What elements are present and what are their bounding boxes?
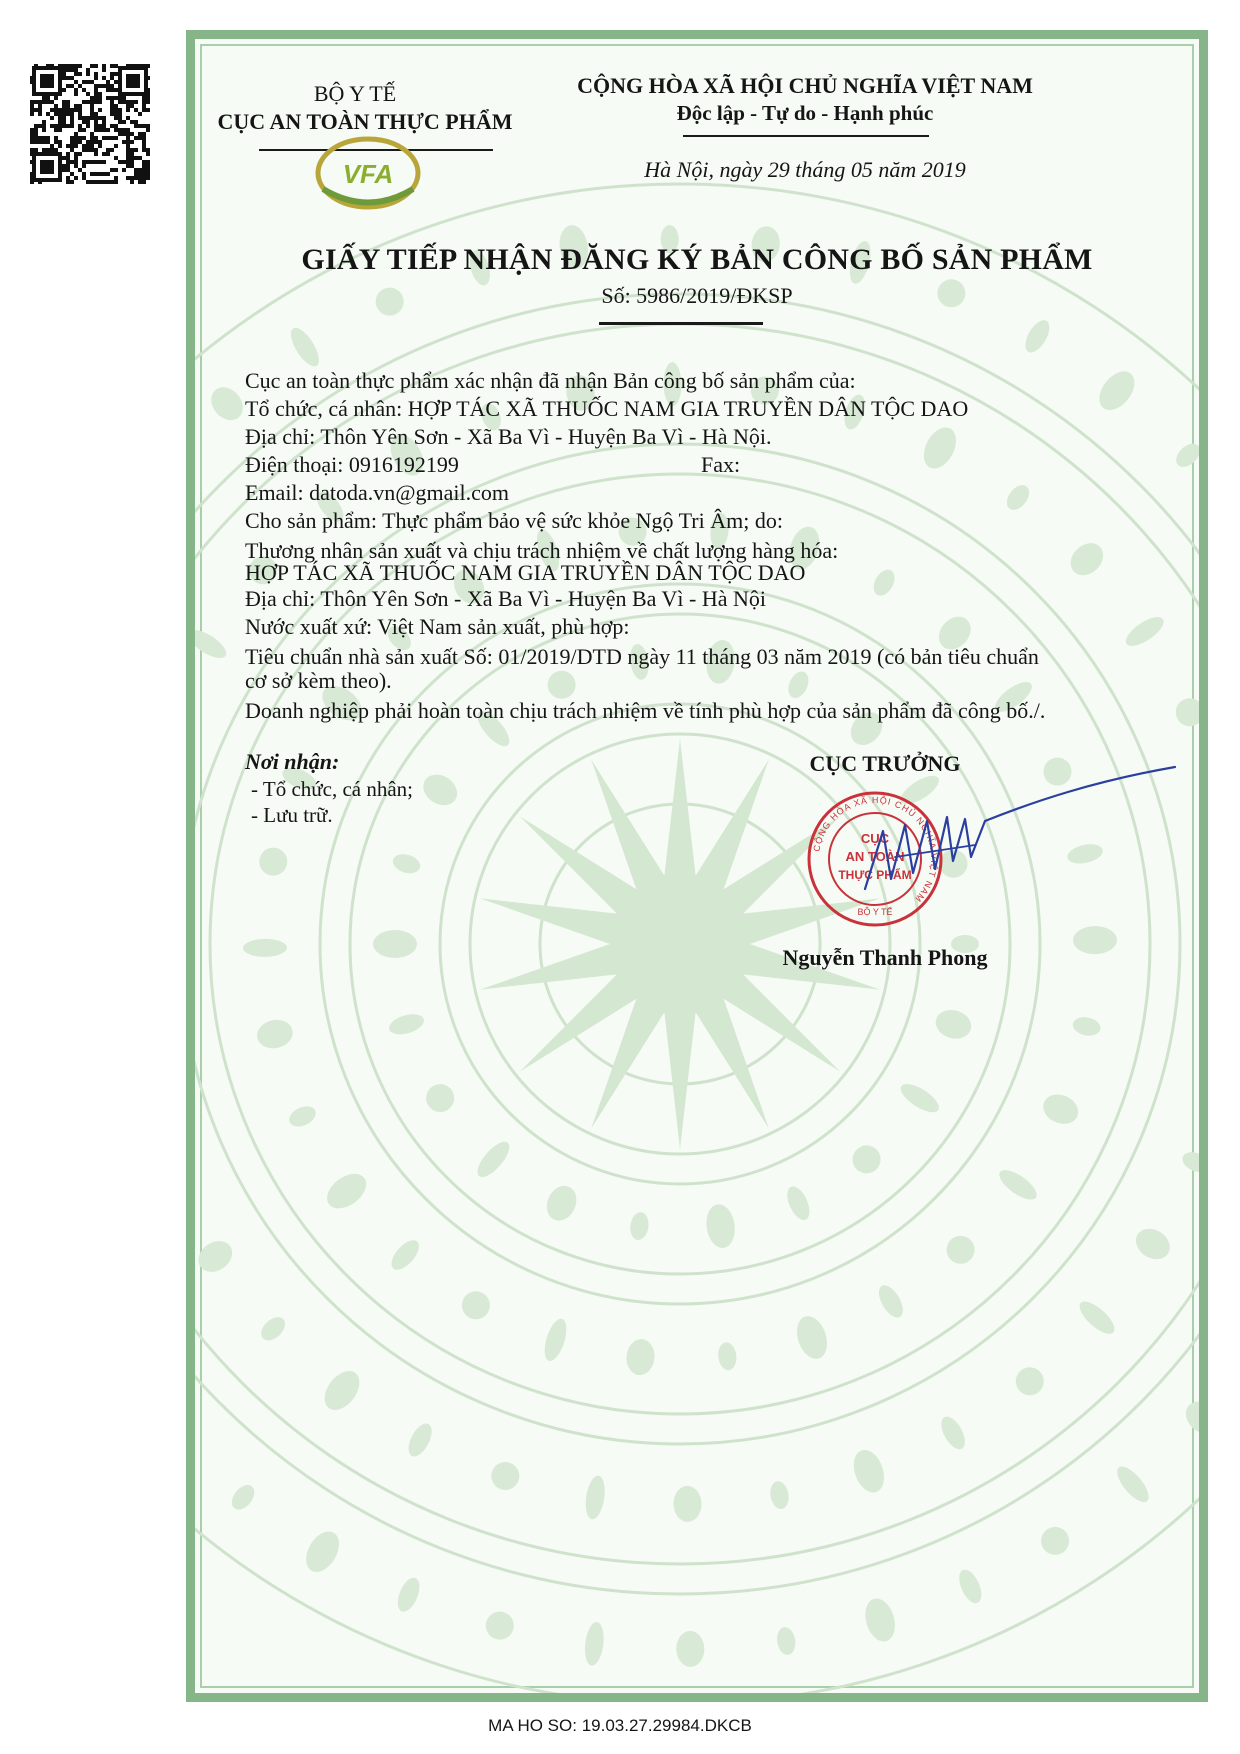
certificate-title: GIẤY TIẾP NHẬN ĐĂNG KÝ BẢN CÔNG BỐ SẢN PHẨM	[301, 243, 1093, 276]
signer-position: CỤC TRƯỞNG	[809, 751, 961, 776]
date-line: Hà Nội, ngày 29 tháng 05 năm 2019	[644, 157, 966, 182]
body-organization: Tổ chức, cá nhân: HỢP TÁC XÃ THUỐC NAM GIA TRUYỀN DÂN TỘC DAO	[245, 396, 969, 421]
body-product: Cho sản phẩm: Thực phẩm bảo vệ sức khỏe Ngộ Tri Âm; do:	[245, 508, 783, 533]
signer-name: Nguyễn Thanh Phong	[782, 945, 988, 970]
body-phone: Điện thoại: 0916192199	[245, 452, 459, 477]
seal-center-line-1: CỤC	[860, 831, 890, 846]
handwritten-signature	[835, 761, 1185, 911]
vfa-logo-text: VFA	[342, 159, 394, 189]
seal-bottom-text: BỘ Y TẾ	[857, 907, 893, 917]
body-intro: Cục an toàn thực phẩm xác nhận đã nhận Bản công bố sản phẩm của:	[245, 368, 856, 393]
certificate-number: Số: 5986/2019/ĐKSP	[601, 283, 793, 308]
seal-center-line-3: THỰC PHẨM	[838, 868, 912, 882]
certificate-frame	[186, 30, 1208, 1702]
ministry-name: BỘ Y TẾ	[313, 81, 397, 106]
body-fax: Fax:	[701, 452, 741, 477]
qr-code	[30, 64, 150, 184]
body-trader-name: HỢP TÁC XÃ THUỐC NAM GIA TRUYỀN DÂN TỘC DAO	[245, 560, 806, 585]
nation-name: CỘNG HÒA XÃ HỘI CHỦ NGHĨA VIỆT NAM	[577, 73, 1033, 98]
seal-center-line-2: AN TOÀN	[845, 849, 905, 864]
body-trader-address: Địa chỉ: Thôn Yên Sơn - Xã Ba Vì - Huyện Ba Vì - Hà Nội	[245, 586, 767, 611]
body-origin: Nước xuất xứ: Việt Nam sản xuất, phù hợp:	[245, 614, 630, 639]
recipient-item: - Tổ chức, cá nhân;	[251, 777, 414, 801]
body-standard-line-1: Tiêu chuẩn nhà sản xuất Số: 01/2019/DTD ngày 11 tháng 03 năm 2019 (có bản tiêu chuẩn	[245, 644, 1039, 669]
body-trader-label: Thương nhân sản xuất và chịu trách nhiệm về chất lượng hàng hóa:	[245, 538, 839, 563]
title-rule	[599, 322, 763, 325]
nation-motto: Độc lập - Tự do - Hạnh phúc	[676, 101, 934, 125]
body-standard-line-2: cơ sở kèm theo).	[245, 668, 392, 693]
file-code-footer: MA HO SO: 19.03.27.29984.DKCB	[488, 1716, 752, 1735]
body-email: Email: datoda.vn@gmail.com	[245, 480, 510, 505]
agency-name: CỤC AN TOÀN THỰC PHẨM	[217, 109, 513, 134]
body-responsibility: Doanh nghiệp phải hoàn toàn chịu trách nhiệm về tính phù hợp của sản phẩm đã công bố./.	[245, 698, 1046, 723]
right-header-rule	[683, 135, 929, 137]
body-address: Địa chỉ: Thôn Yên Sơn - Xã Ba Vì - Huyện Ba Vì - Hà Nội.	[245, 424, 772, 449]
recipient-item: - Lưu trữ.	[251, 803, 333, 827]
vfa-logo	[313, 131, 423, 211]
seal-outer-text: CỘNG HÒA XÃ HỘI CHỦ NGHĨA VIỆT NAM	[811, 794, 940, 905]
recipients-label: Nơi nhận:	[245, 749, 340, 774]
